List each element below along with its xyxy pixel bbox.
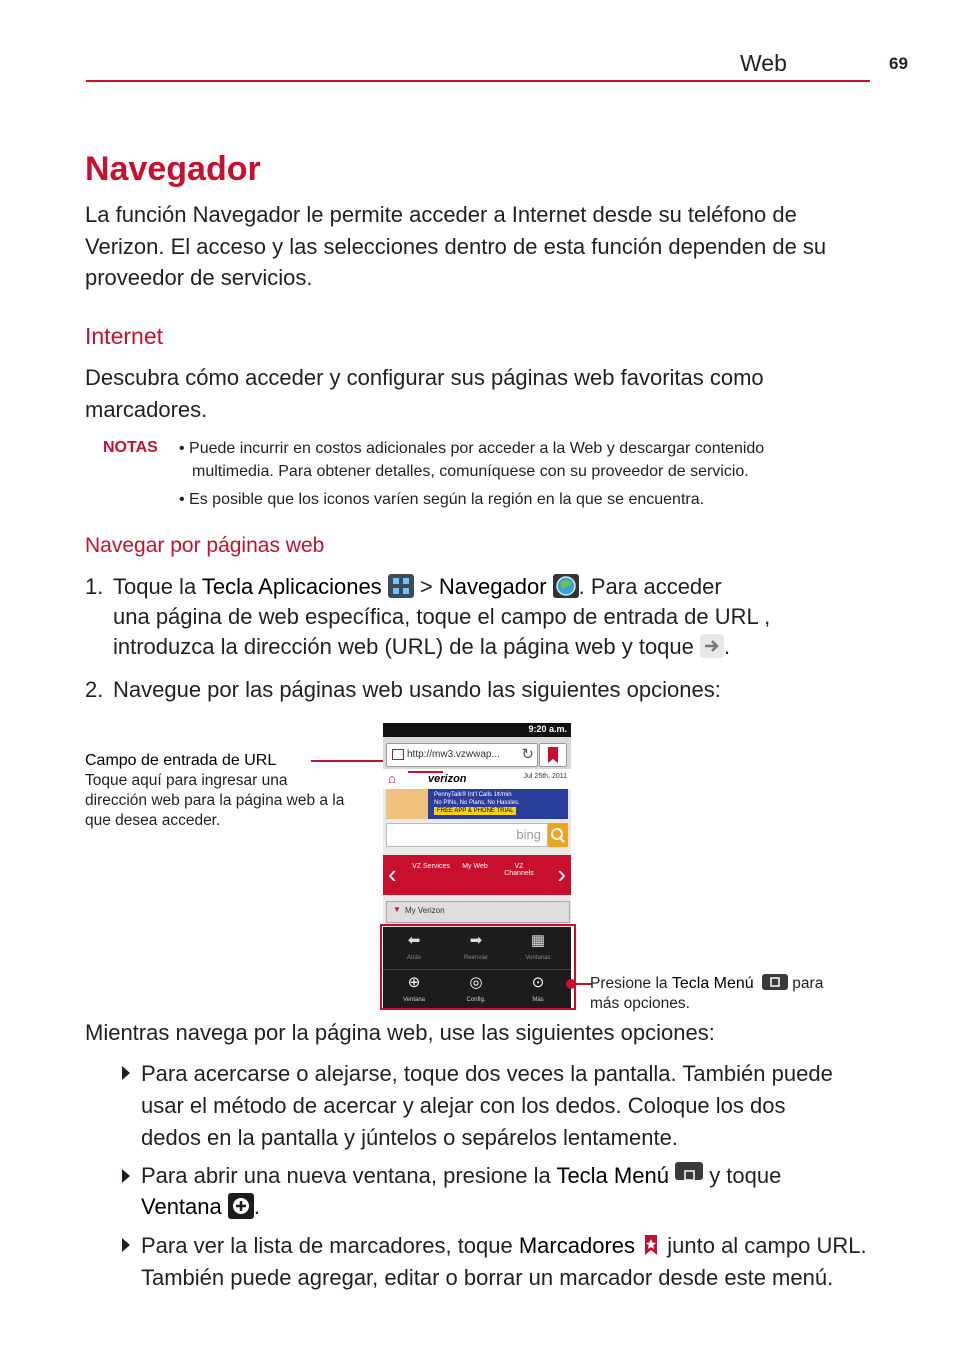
- notes-label: NOTAS: [103, 439, 158, 456]
- callout-line: más opciones.: [590, 995, 690, 1012]
- menu-label-new-window: Ventana: [402, 997, 426, 1003]
- nav-item-vz-services[interactable]: VZ Services: [412, 863, 450, 870]
- nav-prev-icon[interactable]: ‹: [388, 859, 397, 889]
- ad-photo: [386, 789, 428, 819]
- go-arrow-icon: [700, 634, 724, 658]
- home-icon[interactable]: ⌂: [388, 771, 396, 786]
- ad-line: PennyTalk® Int'l Calls 1¢/min: [434, 792, 512, 798]
- menu-key-label: Tecla Menú: [556, 1163, 669, 1188]
- ad-text: [434, 791, 520, 815]
- menu-key-icon: [762, 974, 788, 990]
- note-line: • Es posible que los iconos varíen según la región en la que se encuentra.: [179, 491, 705, 508]
- intro-line: Verizon. El acceso y las selecciones dentro de esta función dependen de su: [85, 233, 827, 259]
- pennytalk-ad[interactable]: [386, 789, 568, 819]
- status-bar: [383, 723, 571, 737]
- url-bar: [383, 737, 571, 769]
- internet-line: Descubra cómo acceder y configurar sus páginas web favoritas como: [85, 365, 764, 390]
- option-text: Para abrir una nueva ventana, presione la: [141, 1163, 557, 1188]
- option-text: junto al campo URL.: [661, 1233, 867, 1258]
- menu-highlight-frame: [380, 924, 576, 1010]
- url-text: http://mw3.vzwwap...: [407, 749, 500, 760]
- bookmark-icon: [641, 1233, 661, 1257]
- nav-item-my-web[interactable]: My Web: [462, 863, 488, 870]
- step-text: introduzca la dirección web (URL) de la página web y toque: [113, 634, 694, 659]
- callout-title: Campo de entrada de URL: [85, 752, 277, 769]
- settings-icon[interactable]: ◎: [469, 974, 483, 991]
- more-icon[interactable]: ⊙: [531, 974, 545, 991]
- search-field[interactable]: [386, 823, 548, 847]
- ad-cta: FREE APP & PHONE TRIAL: [434, 807, 516, 815]
- menu-key-callout: [590, 974, 823, 1014]
- menu-label-more: Más: [532, 997, 544, 1003]
- menu-label-back: Atrás: [406, 955, 421, 961]
- note-item-1: [179, 437, 764, 483]
- intro-paragraph: [85, 199, 826, 294]
- browser-globe-icon: [553, 574, 579, 598]
- url-field-callout: [85, 751, 344, 831]
- option-bookmarks: [141, 1230, 867, 1294]
- apps-key-label: Tecla Aplicaciones: [201, 574, 382, 599]
- bullet-triangle-icon: [122, 1238, 130, 1252]
- menu-key-label: Tecla Menú: [671, 975, 754, 992]
- bookmarks-label: Marcadores: [518, 1233, 636, 1258]
- callout-text: para: [788, 975, 824, 992]
- search-icon: [548, 823, 568, 847]
- menu-label-windows: Ventanas: [525, 955, 551, 961]
- option-text: .: [253, 1194, 260, 1219]
- back-icon[interactable]: ⬅: [407, 932, 421, 949]
- callout-line: que desea acceder.: [85, 812, 221, 829]
- menu-key-icon: [675, 1162, 703, 1180]
- step-text: .: [724, 634, 731, 659]
- running-header-section: Web: [740, 50, 787, 76]
- option-text: Para ver la lista de marcadores, toque: [141, 1233, 519, 1258]
- option-line: dedos en la pantalla y júntelos o sepárelos lentamente.: [141, 1125, 678, 1150]
- options-lead: Mientras navega por la página web, use las siguientes opciones:: [85, 1020, 715, 1045]
- section-heading-navegar: Navegar por páginas web: [85, 534, 325, 557]
- status-time: 9:20 a.m.: [528, 724, 567, 734]
- option-text: y toque: [703, 1163, 782, 1188]
- nav-next-icon[interactable]: ›: [557, 859, 566, 889]
- bing-logo: bing: [516, 827, 541, 842]
- section-heading-internet: Internet: [85, 323, 163, 349]
- step-1-number: 1.: [85, 574, 104, 599]
- menu-label-settings: Config.: [466, 997, 486, 1003]
- new-window-label: Ventana: [141, 1194, 222, 1219]
- menu-label-forward: Reenviar: [463, 955, 488, 961]
- ad-line: No PINs, No Plans, No Hassles.: [434, 800, 520, 806]
- verizon-logo: verizon: [428, 773, 467, 785]
- url-input[interactable]: [386, 743, 538, 767]
- search-button[interactable]: [548, 823, 568, 847]
- step-2-number: 2.: [85, 677, 104, 702]
- browser-label: Navegador: [438, 574, 547, 599]
- header-rule: [86, 80, 870, 82]
- intro-line: La función Navegador le permite acceder a Internet desde su teléfono de: [85, 202, 797, 227]
- verizon-nav-bar: [383, 855, 571, 895]
- chevron-down-icon: ▼: [393, 905, 401, 914]
- refresh-icon[interactable]: ↻: [521, 746, 534, 763]
- option-new-window: [141, 1160, 781, 1222]
- option-line: También puede agregar, editar o borrar un marcador desde este menú.: [141, 1265, 834, 1290]
- bookmark-button[interactable]: [539, 743, 567, 767]
- step-1-line-2: una página de web específica, toque el campo de entrada de URL ,: [113, 604, 771, 629]
- internet-paragraph: [85, 362, 764, 425]
- step-text: Toque la: [113, 574, 202, 599]
- option-line: usar el método de acercar y alejar con los dedos. Coloque los dos: [141, 1093, 786, 1118]
- bookmark-icon: [540, 744, 566, 766]
- bullet-triangle-icon: [122, 1169, 130, 1183]
- step-text: >: [413, 574, 439, 599]
- page-icon: [392, 749, 404, 760]
- option-line: Para acercarse o alejarse, toque dos veces la pantalla. También puede: [141, 1061, 833, 1086]
- step-text: . Para acceder: [578, 574, 722, 599]
- page-number: 69: [889, 54, 908, 73]
- callout-line: dirección web para la página web a la: [85, 792, 345, 809]
- verizon-header: [383, 769, 571, 789]
- menu-callout-leader-line: [572, 983, 592, 985]
- note-line: multimedia. Para obtener detalles, comuníquese con su proveedor de servicio.: [192, 463, 749, 480]
- nav-item-vz-channels[interactable]: VZ Channels: [504, 863, 534, 877]
- internet-line: marcadores.: [85, 396, 208, 422]
- apps-grid-icon: [388, 574, 414, 598]
- step-2-text: Navegue por las páginas web usando las siguientes opciones:: [113, 677, 721, 702]
- intro-line: proveedor de servicios.: [85, 265, 313, 290]
- step-1-line-1: [113, 571, 722, 603]
- step-1-line-3: [113, 631, 730, 663]
- windows-icon[interactable]: ▦: [530, 932, 546, 949]
- new-window-icon: [228, 1193, 254, 1219]
- bullet-triangle-icon: [122, 1066, 130, 1080]
- page-title: Navegador: [85, 150, 261, 188]
- url-callout-leader-line: [311, 760, 393, 762]
- new-window-icon[interactable]: ⊕: [407, 974, 421, 991]
- page-date: Jul 25th, 2011: [523, 773, 567, 780]
- option-zoom: [141, 1058, 833, 1154]
- forward-icon[interactable]: ➡: [469, 932, 483, 949]
- callout-text: Presione la: [590, 975, 672, 992]
- note-item-2: [179, 488, 704, 511]
- my-verizon-bar[interactable]: [386, 901, 570, 923]
- callout-line: Toque aquí para ingresar una: [85, 772, 288, 789]
- note-line: • Puede incurrir en costos adicionales por acceder a la Web y descargar contenido: [179, 440, 765, 457]
- my-verizon-label: My Verizon: [405, 906, 445, 915]
